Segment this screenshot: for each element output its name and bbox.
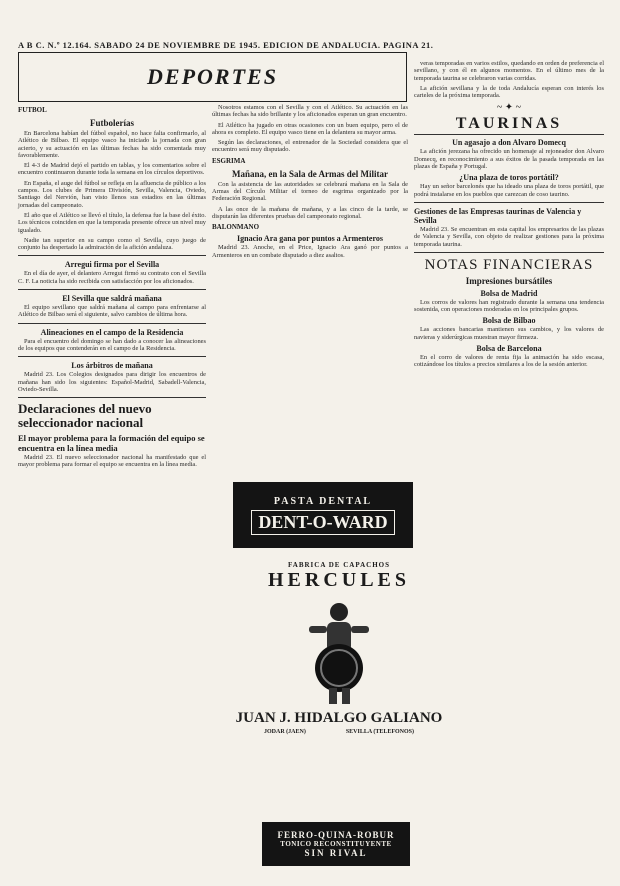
article-paragraph: Nadie tan superior en su campo como el Sevilla, cuyo juego de conjunto ha despertado la admiración de la afición andaluza. (18, 236, 206, 252)
article-paragraph: Para el encuentro del domingo se han dado a conocer las alineaciones de los equipos que contenderán en el campo de la Residencia. (18, 337, 206, 352)
article-paragraph: Madrid 23. El nuevo seleccionador nacional ha manifestado que el mayor problema para formar el equipo se encuentra en la línea media. (18, 454, 206, 469)
ornament-divider: ~ ✦ ~ (496, 102, 522, 114)
article-paragraph: Con la asistencia de las autoridades se celebrará mañana en la Sala de Armas del Círculo Militar el torneo de esgrima organizado por la Federación Regional. (212, 180, 408, 203)
article-paragraph: La afición jerezana ha ofrecido un homenaje al rejoneador don Alvaro Domecq, en reconocimiento a sus éxitos de la pasada temporada en las plazas de España y Portugal. (414, 148, 604, 171)
article-heading: Bolsa de Bilbao (482, 316, 536, 326)
article-paragraph: En el día de ayer, el delantero Arregui firmó su contrato con el Sevilla C. F. La noticia ha sido recibida con satisfacción por los aficionados. (18, 270, 206, 285)
banner-title: DEPORTES (147, 64, 278, 89)
article-heading: Arregui firma por el Sevilla (64, 260, 160, 270)
section-title: TAURINAS (455, 115, 563, 133)
page-header: A B C. N.º 12.164. SABADO 24 DE NOVIEMBRE DE 1945. EDICION DE ANDALUCIA. PAGINA 21. (18, 40, 434, 50)
article-paragraph: Madrid 23. Anoche, en el Price, Ignacio Ara ganó por puntos a Armenteros en un combate disputado a diez asaltos. (212, 244, 408, 259)
dentoward-advert (233, 482, 413, 548)
article-paragraph: La afición sevillana y la de toda Andalucía esperan con interés los carteles de la próxima temporada. (414, 84, 604, 100)
article-paragraph: El año que el Atlético se llevó el título, la defensa fue la base del éxito. Los técnicos coinciden en que la temporada presente ofrece un nivel muy igualado. (18, 211, 206, 234)
divider (18, 323, 206, 324)
advert-brand: FERRO-QUINA-ROBUR (277, 830, 395, 840)
section-label: FUTBOL (18, 106, 47, 114)
divider (414, 202, 604, 203)
article-heading: Un agasajo a don Alvaro Domecq (452, 138, 566, 148)
article-paragraph: Madrid 23. Se encuentran en esta capital los empresarios de las plazas de Valencia y Sevilla, con objeto de realizar gestiones para la próxima temporada taurina. (414, 225, 604, 248)
article-paragraph: En Barcelona habían del fútbol español, no hace falta confirmarlo, al Atlético de Bilbao. El equipo vasco ha iniciado la jornada con gran acierto, y su actuación en las últimas fechas ha sido comentada muy favorablemente. (18, 130, 206, 159)
article-paragraph: Madrid 23. Los Colegios designados para dirigir los encuentros de mañana han sido los siguientes: Español-Madrid, Sabadell-Valencia, Oviedo-Sevilla. (18, 371, 206, 393)
article-heading: Bolsa de Barcelona (476, 344, 542, 354)
article-heading: Bolsa de Madrid (480, 288, 538, 298)
advert-line: FABRICA DE CAPACHOS (288, 561, 390, 569)
article-paragraph: En España, el auge del fútbol se refleja en la afluencia de público a los campos. Los clubes de Primera División, Sevilla, Valencia, Oviedo, Santiago del Nervión, han visto llenos sus estadios en las últimas jornadas del campeonato. (18, 179, 206, 209)
article-paragraph: En el corro de valores de renta fija la animación ha sido escasa, cotizándose los títulos a precios similares a los de la sesión anterior. (414, 354, 604, 369)
article-heading: Gestiones de las Empresas taurinas de Valencia y Sevilla (414, 206, 582, 225)
divider (414, 134, 604, 135)
divider (18, 289, 206, 290)
article-heading: ¿Una plaza de toros portátil? (459, 173, 559, 183)
section-title: NOTAS FINANCIERAS (424, 256, 594, 273)
article-headline: Declaraciones del nuevo seleccionador nacional (18, 401, 152, 431)
article-paragraph: A las once de la mañana de mañana, y a las cinco de la tarde, se disputarán las diferentes pruebas del campeonato regional. (212, 205, 408, 220)
ferroquina-advert (262, 822, 410, 866)
divider (18, 356, 206, 357)
article-paragraph: El equipo sevillano que saldrá mañana al campo para enfrentarse al Atlético de Bilbao será el siguiente, salvo cambios de última hora. (18, 304, 206, 319)
column-2 (212, 104, 408, 262)
section-subtitle: Impresiones bursátiles (465, 275, 553, 286)
advert-line: PASTA DENTAL (273, 495, 373, 507)
advert-line: TONICO RECONSTITUYENTE (280, 840, 392, 848)
article-paragraph: Los corros de valores han registrado durante la semana una tendencia sostenida, con operaciones moderadas en los principales grupos. (414, 298, 604, 314)
article-paragraph: El 4-3 de Madrid dejó el partido en tablas, y los comentarios sobre el encuentro continuaron durante toda la semana en los círculos deportivos. (18, 162, 206, 177)
advert-brand: DENT-O-WARD (251, 510, 394, 535)
column-3 (414, 60, 604, 372)
article-heading: Ignacio Ara gana por puntos a Armenteros (237, 234, 383, 244)
section-label: ESGRIMA (212, 156, 246, 165)
advert-location: SEVILLA (TELEFONOS) (345, 729, 414, 735)
divider (18, 397, 206, 398)
advert-location: JODAR (JAEN) (264, 729, 306, 735)
article-heading: Futbolerías (90, 118, 134, 128)
article-paragraph: Nosotros estamos con el Sevilla y con el Atlético. Su actuación en las últimas fechas ha sido brillante y los aficionados esperan un gran encuentro. (212, 104, 408, 119)
advert-company: JUAN J. HIDALGO GALIANO (235, 710, 443, 726)
article-paragraph: Las acciones bancarias mantienen sus cambios, y los valores de navieras y siderúrgicas muestran mayor firmeza. (414, 326, 604, 341)
article-heading: Los árbitros de mañana (71, 361, 153, 371)
article-heading: El Sevilla que saldrá mañana (62, 294, 162, 304)
article-subheading: El mayor problema para la formación del equipo se encuentra en la línea media (18, 433, 205, 454)
divider (414, 252, 604, 253)
hercules-advert (235, 555, 443, 815)
strongman-illustration (289, 596, 389, 706)
divider (18, 255, 206, 256)
article-paragraph: Hay un señor barcelonés que ha ideado una plaza de toros portátil, que podrá instalarse en los pueblos que carezcan de coso taurino. (414, 183, 604, 198)
article-paragraph: veras temporadas en varios estilos, quedando en orden de preferencia el sevillano, y con él en algunos momentos. En el último mes de la temporada taurina se celebraron varias corridas. (414, 60, 604, 82)
article-paragraph: El Atlético ha jugado en otras ocasiones con un buen equipo, pero el de ahora es completo. El equipo vasco tiene en la delantera su mayor arma. (212, 121, 408, 136)
section-label: BALONMANO (212, 223, 260, 232)
advert-line: SIN RIVAL (304, 848, 368, 858)
article-paragraph: Según las declaraciones, el entrenador de la Sociedad considera que el encuentro será muy disputado. (212, 139, 408, 154)
advert-brand: HERCULES (267, 569, 411, 591)
deportes-banner (18, 52, 407, 102)
article-heading: Alineaciones en el campo de la Residencia (40, 327, 184, 337)
column-1 (18, 104, 206, 472)
article-heading: Mañana, en la Sala de Armas del Militar (232, 168, 388, 179)
